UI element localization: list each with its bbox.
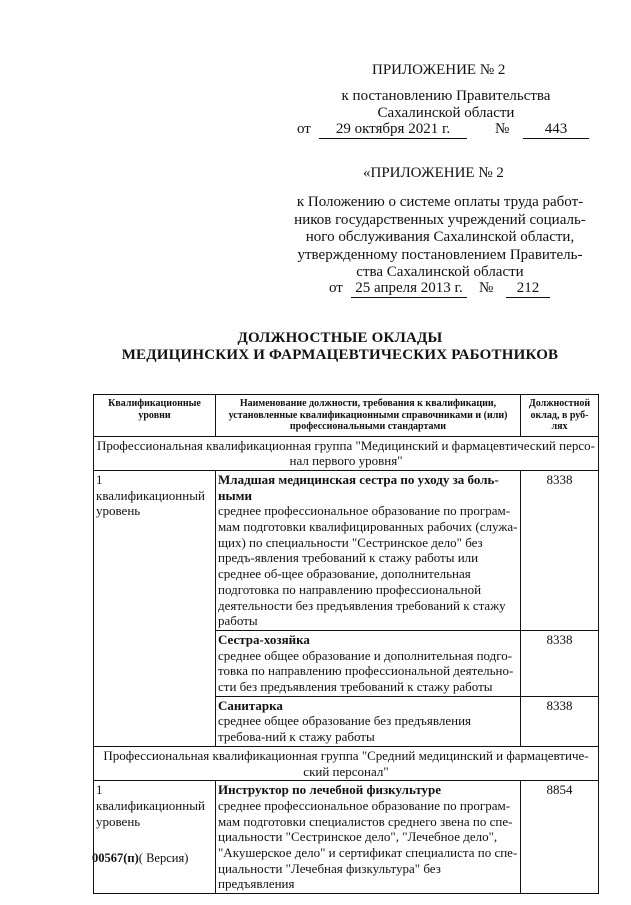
position-requirements: среднее общее образование и дополнительная подго-товка по направлению профессиональной деятельно-сти без предъявления требований к стажу работы xyxy=(218,647,514,695)
position-name: Санитарка xyxy=(218,697,283,713)
salary-table xyxy=(93,394,599,894)
document-code: 00567(п) xyxy=(92,851,139,865)
position-cell xyxy=(216,630,521,696)
document-title-line-1: ДОЛЖНОСТНЫЕ ОКЛАДЫ xyxy=(237,330,443,346)
number-sign: № xyxy=(495,121,510,137)
appendix-title: ПРИЛОЖЕНИЕ № 2 xyxy=(372,62,506,78)
document-footer xyxy=(92,851,188,866)
position-requirements: среднее профессиональное образование по програм-мам подготовки специалистов среднего звена по спе-циальности "Сестринское дело", "Лечебное дело", "Акушерское дело" и сертификат специалиста по спе-циальности "Лечебная физкультура" без предъявления xyxy=(218,797,518,892)
regulation-line: утвержденному постановлением Правитель- xyxy=(297,246,583,263)
group-title: Профессиональная квалификационная группа "Средний медицинский и фармацевтиче-ский персонал" xyxy=(94,746,599,780)
position-requirements: среднее общее образование без предъявления требова-ний к стажу работы xyxy=(218,713,472,745)
group-title: Профессиональная квалификационная группа "Медицинский и фармацевтический персо-нал первого уровня" xyxy=(94,436,599,470)
from-label: от xyxy=(297,121,311,137)
qualification-level: 1 квалификационный уровень xyxy=(94,470,216,746)
number-sign: № xyxy=(479,280,494,296)
qualification-level: 1 квалификационный уровень xyxy=(94,781,216,894)
salary-value: 8338 xyxy=(521,630,599,696)
regulation-line: ного обслуживания Сахалинской области, xyxy=(305,229,575,245)
regulation-text xyxy=(288,194,592,282)
group-row xyxy=(94,746,599,780)
position-cell xyxy=(216,781,521,894)
from-label: от xyxy=(329,280,343,296)
prev-appendix-title: «ПРИЛОЖЕНИЕ № 2 xyxy=(363,165,504,181)
regulation-line: ства Сахалинской области xyxy=(356,264,524,280)
appendix-line-1: к постановлению Правительства xyxy=(341,88,551,104)
position-name: Сестра-хозяйка xyxy=(218,631,310,647)
position-name: Инструктор по лечебной физкультуре xyxy=(218,782,442,798)
header-salary: Должностной оклад, в руб-лях xyxy=(521,395,599,437)
document-title-line-2: МЕДИЦИНСКИХ И ФАРМАЦЕВТИЧЕСКИХ РАБОТНИКОВ xyxy=(121,347,559,363)
table-header-row xyxy=(94,395,599,437)
salary-value: 8338 xyxy=(521,470,599,630)
regulation-line: к Положению о системе оплаты труда работ- xyxy=(296,194,584,210)
position-cell xyxy=(216,470,521,630)
table-row xyxy=(94,781,599,894)
document-version: ( Версия) xyxy=(138,851,189,865)
salary-value: 8854 xyxy=(521,781,599,894)
appendix-line-2: Сахалинской области xyxy=(377,105,515,121)
position-requirements: среднее профессиональное образование по програм-мам подготовки квалифицированных рабочих (служа-щих) по специальности "Сестринское дело" без предъ-явления требований к стажу работы или среднее об-щее образование, дополнительная подготовка по направлению профессиональной деятельности без предъявления требований к стажу работы xyxy=(218,503,518,629)
position-name: Младшая медицинская сестра по уходу за боль-ными xyxy=(218,471,499,503)
appendix-doc-row xyxy=(297,121,589,139)
position-cell xyxy=(216,696,521,746)
resolution-number: 443 xyxy=(523,121,589,139)
regulation-number: 212 xyxy=(506,280,550,298)
salary-value: 8338 xyxy=(521,696,599,746)
header-levels: Квалификационные уровни xyxy=(94,395,216,437)
resolution-date: 29 октября 2021 г. xyxy=(319,121,467,139)
regulation-date: 25 апреля 2013 г. xyxy=(351,280,467,298)
header-position: Наименование должности, требования к квалификации, установленные квалификационными справочниками и (или) профессиональными стандартами xyxy=(216,395,521,437)
group-row xyxy=(94,436,599,470)
prev-appendix-doc-row xyxy=(329,280,551,298)
table-row xyxy=(94,470,599,630)
regulation-line: ников государственных учреждений социаль- xyxy=(294,211,586,228)
